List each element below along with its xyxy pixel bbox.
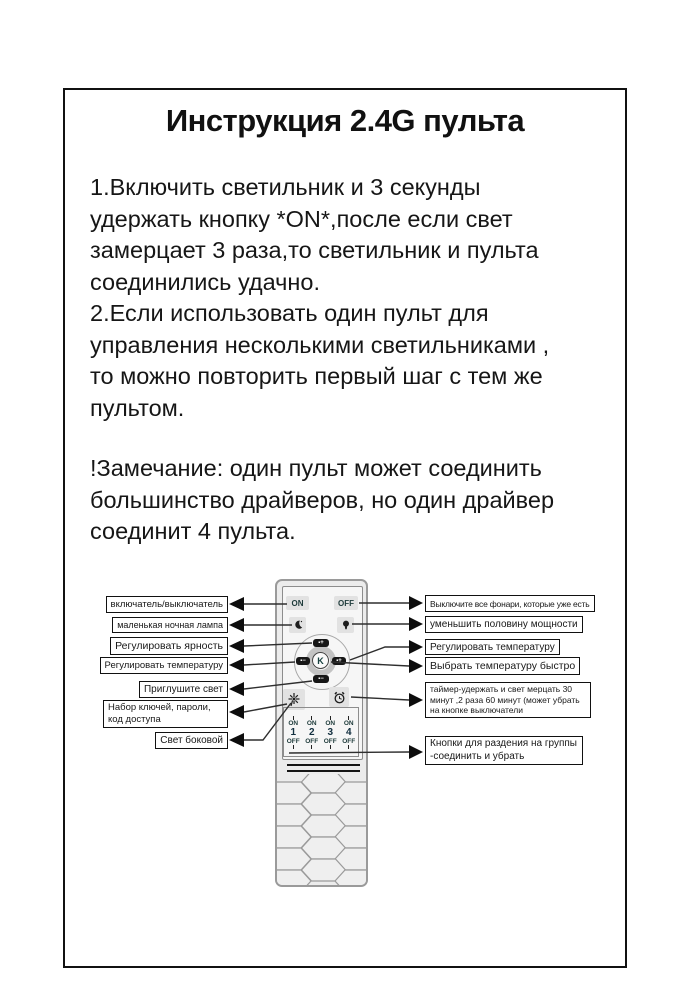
- label-night-lamp: маленькая ночная лампа: [112, 617, 228, 633]
- instruction-line: замерцает 3 раза,то светильник и пульта: [90, 237, 539, 263]
- instruction-line: 1.Включить светильник и 3 секунды: [90, 174, 481, 200]
- page-title: Инструкция 2.4G пульта: [165, 103, 525, 138]
- on-button: ON: [286, 596, 309, 610]
- label-adjust-brightness: Регулировать ярность: [110, 637, 228, 655]
- off-button: OFF: [334, 596, 358, 610]
- note-line: !Замечание: один пульт может соединить: [90, 455, 542, 481]
- moon-icon: [292, 619, 304, 631]
- instruction-line: удержать кнопку *ON*,после если свет: [90, 205, 513, 232]
- night-lamp-button: [289, 617, 306, 633]
- note-line: соединит 4 пульта.: [90, 518, 296, 544]
- temp-right-button: ▪+: [332, 657, 346, 665]
- timer-button: [329, 687, 349, 707]
- group3-on-label: ON: [325, 719, 336, 727]
- instruction-line: соединились удачно.: [90, 268, 320, 295]
- group4-off-label: OFF: [342, 737, 356, 745]
- group3-off-label: OFF: [323, 737, 337, 745]
- note-text: [90, 453, 610, 548]
- group-column-1: [284, 708, 303, 756]
- label-side-light: Свет боковой: [155, 732, 228, 749]
- temp-left-button: ▪−: [296, 657, 310, 665]
- tick-mark: [293, 745, 294, 749]
- tick-mark: [348, 745, 349, 749]
- remote-control: [275, 579, 368, 887]
- group-column-4: [340, 708, 359, 756]
- group-column-2: [303, 708, 322, 756]
- instruction-line: то можно повторить первый шаг с тем же: [90, 363, 543, 389]
- label-adjust-temperature-left: Регулировать температуру: [100, 657, 228, 674]
- label-dim-light: Приглушите свет: [139, 681, 228, 698]
- label-key-set: Набор ключей, пароли, код доступа: [103, 700, 228, 728]
- group1-off-label: OFF: [286, 737, 300, 745]
- label-group-buttons: Кнопки для раздения на группы -соединить и убрать: [425, 736, 583, 765]
- instruction-line: управления несколькими светильниками ,: [90, 331, 550, 358]
- speaker-line: [287, 764, 360, 766]
- group-column-3: [321, 708, 340, 756]
- instruction-line: 2.Если использовать один пульт для: [90, 300, 489, 326]
- label-timer: таймер-удержать и свет мерцать 30 минут ,2 раза 60 минут (может убрать на кнопке выключатели: [425, 682, 591, 718]
- group3-number: 3: [327, 726, 334, 738]
- half-power-button: [337, 617, 354, 633]
- label-turn-off-all: Выключите все фонари, которые уже есть: [425, 595, 595, 612]
- alarm-clock-icon: [332, 690, 347, 705]
- group2-off-label: OFF: [305, 737, 319, 745]
- group1-number: 1: [290, 726, 297, 738]
- group-button-panel: [283, 707, 359, 757]
- group1-on-label: ON: [288, 719, 299, 727]
- label-half-power: уменьшить половину мощности: [425, 616, 583, 633]
- instructions-text: [90, 172, 610, 424]
- label-power-switch: включатель/выключатель: [106, 596, 228, 613]
- tick-mark: [311, 745, 312, 749]
- instruction-line: пультом.: [90, 394, 185, 421]
- note-line: большинство драйверов, но один драйвер: [90, 486, 555, 513]
- label-quick-temperature: Выбрать температуру быстро: [425, 657, 580, 675]
- brightness-up-button: ▪+: [313, 639, 329, 647]
- label-adjust-temperature-right: Регулировать температуру: [425, 639, 560, 655]
- tick-mark: [330, 745, 331, 749]
- brightness-down-button: ▪−: [313, 675, 329, 683]
- group4-on-label: ON: [343, 719, 354, 727]
- group4-number: 4: [345, 726, 352, 738]
- k-button: K: [312, 652, 329, 669]
- sparkle-light-icon: [286, 692, 302, 708]
- group2-on-label: ON: [306, 719, 317, 727]
- speaker-line: [287, 770, 360, 772]
- group2-number: 2: [308, 726, 315, 738]
- honeycomb-pattern: [277, 774, 366, 887]
- bulb-icon: [340, 619, 352, 632]
